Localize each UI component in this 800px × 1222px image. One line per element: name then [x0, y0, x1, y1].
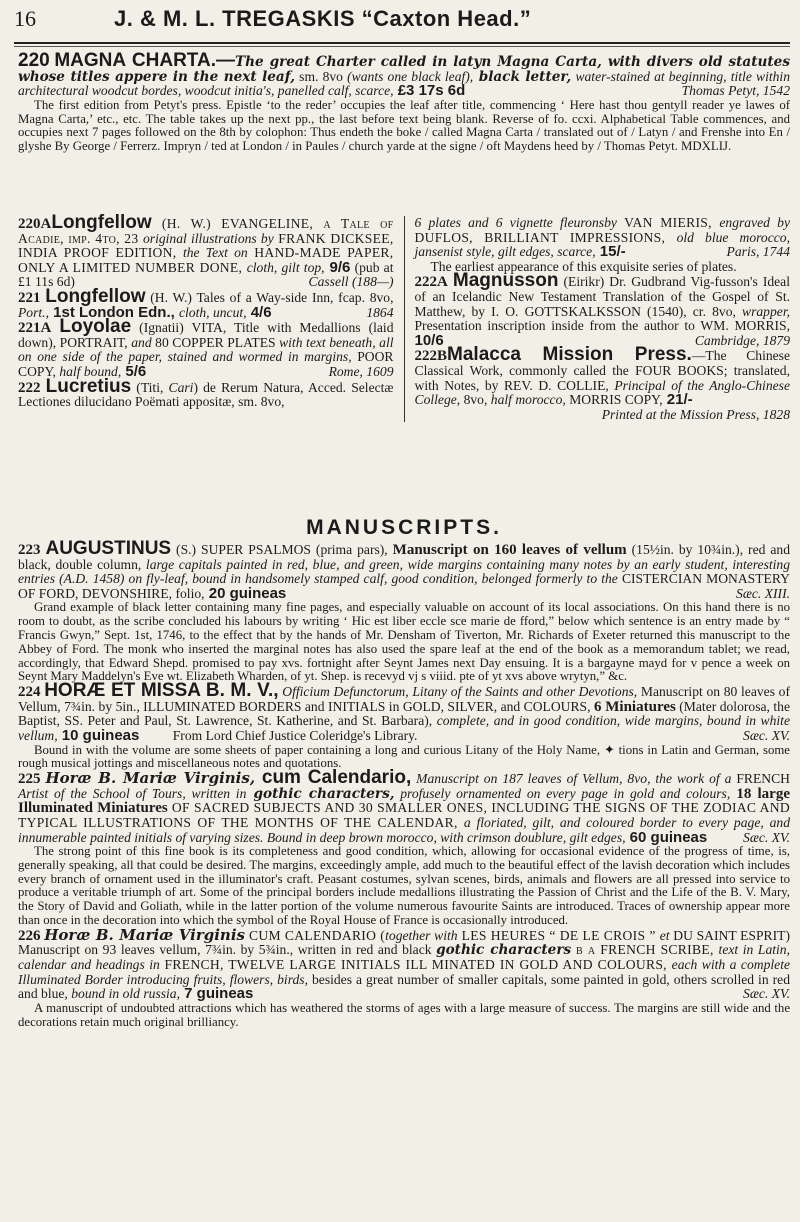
- entry-number: 221A: [18, 320, 52, 337]
- entry-gothic-title: The great Charter called in latyn Magna Carta, with divers old statutes whose titles appere in the next leaf,: [18, 54, 790, 85]
- entry-price: 5/6: [121, 362, 147, 380]
- entry-gothic-title: Horæ B. Mariæ Virginis: [44, 925, 245, 944]
- entry-italic: complete, and in good condition, wide margins, bound in white vellum,: [18, 713, 790, 743]
- entry-italic: profusely ornamented on every page in gold and colours,: [394, 785, 731, 801]
- entry-date: Sæc. XV.: [743, 727, 790, 743]
- entry-italic: 6 plates and 6 vignette fleurons: [414, 215, 605, 230]
- entry-imprint: 1864: [366, 304, 394, 320]
- entry-heading: Loyolae: [59, 316, 132, 338]
- entry-text: 80 COPPER PLATES: [151, 334, 280, 350]
- entry-text: (Titi,: [131, 379, 169, 395]
- entry-italic: bound in old russia,: [71, 986, 180, 1002]
- entry-text: FRENCH, TWELVE LARGE INITIALS ILL MINATED IN GOLD AND COLOURS,: [159, 957, 672, 973]
- entry-provenance: From Lord Chief Justice Coleridge's Library.: [172, 727, 418, 743]
- entry-italic: half bound,: [59, 363, 122, 379]
- entry-heading: Malacca Mission Press.: [447, 344, 692, 366]
- entry-imprint: Printed at the Mission Press, 1828: [601, 406, 790, 422]
- entry-222-continued: [415, 216, 791, 260]
- entry-italic: text in Latin, calendar and headings in: [18, 942, 790, 973]
- entry-italic: the Text on: [182, 245, 248, 261]
- header-rule: [14, 42, 790, 44]
- entry-italic: with text beneath, all on one side of the paper, stained and wormed in margins,: [18, 334, 394, 365]
- entry-number: 226: [18, 927, 41, 944]
- entry-text: Presentation inscription inside from the author to WM. MORRIS,: [414, 318, 790, 334]
- two-column-block: [18, 212, 790, 422]
- entry-number: 223: [18, 542, 41, 558]
- entry-gothic-title: Horæ B. Mariæ Virginis,: [45, 769, 256, 788]
- section-heading: MANUSCRIPTS.: [306, 516, 502, 539]
- entry-text: besides a great number of smaller capitals, some painted in gold, others scrolled in red and blue,: [18, 971, 790, 1002]
- entry-number: 220: [18, 50, 50, 71]
- entry-220: [18, 50, 791, 154]
- entry-text: CUM CALENDARIO (: [244, 927, 386, 943]
- left-column: [18, 212, 394, 422]
- manuscripts-list: [18, 538, 791, 1029]
- entry-222b: [414, 344, 791, 422]
- entry-price: £3 17s 6d: [393, 82, 466, 100]
- entry-italic: by: [604, 215, 617, 230]
- entry-italic: Port.,: [18, 304, 49, 320]
- entry-text: FRENCH: [731, 771, 790, 787]
- running-title: J. & M. L. TREGASKIS “Caxton Head.”: [114, 6, 532, 31]
- entry-price: 10/6: [414, 331, 444, 349]
- entry-italic: engraved by: [719, 215, 790, 230]
- entry-text: (Mater dolorosa, the Baptist, SS. Peter and Paul, St. Lawrence, St. Katherine, and St. Barbara),: [18, 698, 790, 729]
- entry-italic: original illustrations by: [142, 230, 274, 246]
- entry-date: Sæc. XV.: [743, 986, 790, 1002]
- entry-text: 8vo,: [460, 392, 491, 408]
- entry-highlight: Manuscript on 160 leaves of vellum: [392, 542, 627, 558]
- entry-edition: 1st London Edn.,: [48, 303, 179, 321]
- entry-italic: each with a complete Illuminated Border introducing fruits, flowers, birds,: [18, 957, 790, 987]
- entry-text: (15½in. by 10¾in.), red and black, double column,: [18, 542, 790, 572]
- entry-note: Grand example of black letter containing many fine pages, and especially valuable on account of its local associations. On this hand there is no room to doubt, as the scribe concluded his labours by writing ‘ Hic est liber eccle sce marie de fford,” below which sentence is an entry made by “ Francis Gwyn,” Sept. 1st, 1746, to the effect that by the hands of Mr. Densham of Tiverton, Mr. Richards of Exeter returned this manuscript to the Abbey of Ford. The monk who inserted the marginal notes has also used the spare leaf at the end of the book as a memorandum tablet; we read, accordingly, that Edward Shepd. promised to pay xvs. fortnight after Seynt James next Day ensuing. It is a bargayne mayd for v pence a week on Seynt Mary Maddelyn's Eve wt. Elizabeth Wharden, of yt. Shep. is recevyd vj s viiid. pte of yt xvs above wrytyn,” &c.: [18, 600, 790, 684]
- entry-number: 222B: [414, 348, 448, 365]
- entry-heading: Magnusson: [452, 270, 559, 292]
- entry-number: 222A: [414, 274, 448, 291]
- entry-heading: Longfellow: [45, 285, 146, 307]
- entry-note: Bound in with the volume are some sheets of paper containing a long and curious Litany of the Holy Name, ✦ tions in Latin and German, some rough musical jottings and miscellaneous notes and quotations.: [18, 742, 790, 771]
- entry-heading: AUGUSTINUS: [45, 538, 172, 559]
- entry-note: A manuscript of undoubted attractions which has weathered the storms of ages with a large measure of success. The margins are still wide and the decorations retain much original brilliancy.: [18, 1000, 790, 1029]
- entry-highlight: 18 large Illuminated Miniatures: [18, 785, 790, 817]
- entry-italic: Manuscript on 187 leaves of Vellum, 8vo, the work of a: [411, 771, 732, 787]
- entry-heading: HORÆ ET MISSA B. M. V.,: [44, 680, 279, 702]
- entry-imprint: Rome, 1609: [328, 363, 394, 379]
- entry-price: 60 guineas: [625, 828, 708, 846]
- entry-price: 7 guineas: [180, 985, 254, 1003]
- entry-gothic: black letter,: [473, 68, 572, 85]
- entry-gothic: gothic characters: [436, 942, 572, 959]
- entry-text: MORRIS COPY,: [565, 392, 663, 408]
- entry-text: LES HEURES “ DE LE CROIS ”: [457, 927, 660, 943]
- column-divider: [404, 216, 405, 422]
- entry-text: VAN MIERIS,: [616, 215, 720, 230]
- entry-italic: Officium Defunctorum, Litany of the Saints and other Devotions,: [278, 684, 638, 700]
- entry-text: sm. 8vo: [295, 68, 348, 84]
- entry-italic: Cari: [168, 379, 194, 395]
- entry-italic: wrapper,: [742, 303, 790, 319]
- right-column: [415, 216, 791, 422]
- entry-222: [18, 375, 394, 410]
- entry-226: [18, 925, 790, 1003]
- entry-text: (H. W.) Tales of a Way-side Inn, fcap. 8vo,: [145, 289, 394, 305]
- entry-text: (Eirikr) Dr. Gudbrand Vig-fusson's Ideal of an Icelandic New Testament Translation of the Gospel of St. Matthew, by I. O. GOTTSKALKSSON (1540), cr. 8vo,: [414, 274, 790, 319]
- entry-italic: half morocco,: [490, 392, 566, 408]
- entry-italic: et: [659, 927, 670, 943]
- entry-text: ) de Rerum Natura, Acced. Selectæ Lectiones dilucidano Poëmati appositæ, sm. 8vo,: [18, 379, 394, 410]
- entry-text: DU SAINT ESPRIT) Manuscript on 93 leaves vellum, 7¾in. by 5¾in., written in red and black: [18, 927, 790, 958]
- entry-text: —The Chinese Classical Work, commonly called the FOUR BOOKS; translated, with Notes, by REV. D. COLLIE,: [414, 348, 790, 393]
- entry-italic: Artist of the School of Tours, written in: [18, 785, 247, 801]
- entry-text: OF SACRED SUBJECTS AND 30 SMALLER ONES, INCLUDING THE SIGNS OF THE ZODIAC AND TYPICAL ILLUSTRATIONS OF THE MONTHS OF THE CALENDAR,: [18, 800, 790, 830]
- entry-price: 21/-: [662, 391, 693, 409]
- entry-223: [18, 538, 791, 602]
- entry-text: HAND-MADE PAPER, ONLY A LIMITED NUMBER DONE,: [18, 245, 394, 275]
- entry-price: 4/6: [246, 303, 272, 321]
- entry-225: [18, 767, 791, 846]
- entry-note: The strong point of this fine book is its completeness and good condition, which, allowing for occasional evidence of the progress of time, is, generally speaking, all that could be desired. The margins, exceedingly ample, add much to the beautiful effect of the lavish decoration which includes every branch of ornament used in the illuminator's craft. Peasant costumes, sylvan scenes, birds, animals and flowers are all pressed into service to produce a veritable triumph of art. Some of the principal borders include medallions illustrating the Passion of Christ and the Life of the B. V. Mary, the Story of David and Goliath, while in the latter portion of the volume numerous favourite Saints are introduced. Traces of ownership appear more than once in the decoration into which the symbol of the Royal House of France is occasionally introduced.: [18, 844, 790, 928]
- entry-imprint: Thomas Petyt, 1542: [681, 83, 790, 99]
- entry-italic: cloth, gilt top,: [246, 259, 325, 275]
- entry-note: The first edition from Petyt's press. Epistle ‘to the reder’ occupies the leaf after title, commencing ‘ Here hast thou gentyll reader ye lawes of Magna Carta,’ etc., etc. The table takes up the next pp., the last before text being blank. Reverse of fo. ccxi. Alphabetical Table commences, and occupies next 7 pages followed on the 8th by colophon: Thus endeth the boke / called Magna Carta / translated out of / Latyn / and Frenshe into En / glyshe By George / Ferrerz. Impryn / ted at London / in Paules / church yarde at the signe / oft Maydens heed by / Thomas Petyt. MDXLIJ.: [18, 97, 790, 154]
- entry-imprint: Paris, 1744: [726, 244, 790, 260]
- entry-221a: [18, 316, 394, 380]
- entry-imprint: Cassell (188—): [308, 274, 394, 290]
- entry-heading: MAGNA CHARTA.—: [54, 50, 235, 71]
- entry-italic: Principal of the Anglo-Chinese College,: [414, 377, 790, 408]
- entry-text: CISTERCIAN MONASTERY OF FORD, DEVONSHIRE, folio,: [18, 571, 790, 601]
- entry-number: 220A: [18, 216, 52, 232]
- entry-italic: and: [131, 334, 152, 350]
- entry-italic: (wants one black leaf),: [347, 68, 474, 84]
- entry-gothic: gothic characters,: [246, 785, 395, 802]
- entry-number: 221: [18, 289, 41, 306]
- entry-text: FRANK DICKSEE, INDIA PROOF EDITION,: [18, 230, 394, 261]
- entry-number: 222: [18, 379, 41, 396]
- entry-price: 10 guineas: [57, 726, 140, 744]
- entry-text: (H. W.) EVANGELINE, a Tale of Acadie, imp. 4to, 23: [18, 216, 394, 246]
- entry-text: (pub at £1 11s 6d): [18, 259, 394, 290]
- entry-note: The earliest appearance of this exquisite series of plates.: [430, 258, 737, 274]
- entry-italic: large capitals painted in red, blue, and green, wide margins containing many notes by an early student, interesting entries (A.D. 1458) on fly-leaf, bound in handsomely stamped calf, good condition, belonged formerly to the: [18, 556, 791, 587]
- page-header: [14, 6, 790, 46]
- entry-italic: water-stained at beginning, title within architectural woodcut bordes, woodcut initia's, panelled calf, scarce,: [18, 68, 791, 99]
- entry-heading: Lucretius: [45, 375, 132, 397]
- entry-224: [18, 680, 790, 744]
- entry-italic: together with: [385, 927, 458, 943]
- entry-text: DUFLOS, BRILLIANT IMPRESSIONS,: [414, 229, 677, 245]
- entry-italic: old blue morocco, jansenist style, gilt edges, scarce,: [414, 229, 790, 260]
- entry-text: (S.) SUPER PSALMOS (prima pars),: [171, 542, 393, 557]
- entry-heading: cum Calendario,: [255, 767, 412, 789]
- entry-number: 224: [18, 684, 41, 701]
- entry-220a: [18, 212, 394, 290]
- header-rule-thin: [14, 46, 790, 47]
- page-number: 16: [14, 6, 36, 31]
- entry-222a: [414, 270, 791, 349]
- entry-italic: a floriated, gilt, and coloured border to every page, and innumerable painted initials of varying sizes. Bound in deep brown morocco, with crimson doublure, gilt edges,: [18, 814, 791, 845]
- entry-price: 9/6: [324, 258, 351, 276]
- entry-heading: Longfellow: [51, 212, 152, 233]
- entry-date: Sæc. XIII.: [736, 585, 790, 601]
- entry-text: (Ignatii) VITA, Title with Medallions (laid down), PORTRAIT,: [18, 320, 394, 350]
- entry-text: b a FRENCH SCRIBE,: [571, 942, 719, 958]
- entry-price: 20 guineas: [204, 584, 287, 602]
- entry-text: Manuscript on 80 leaves of Vellum, 7¾in. by 5in., ILLUMINATED BORDERS and INITIALS in GOLD, SILVER, and COLOURS,: [18, 684, 790, 714]
- entry-imprint: Cambridge, 1879: [694, 332, 790, 348]
- entry-text: POOR COPY,: [18, 349, 394, 379]
- entry-price: 15/-: [595, 243, 626, 261]
- entry-number: 225: [18, 771, 41, 788]
- entry-italic: cloth, uncut,: [178, 304, 247, 320]
- entry-date: Sæc. XV.: [743, 829, 790, 845]
- entry-highlight: 6 Miniatures: [593, 698, 676, 715]
